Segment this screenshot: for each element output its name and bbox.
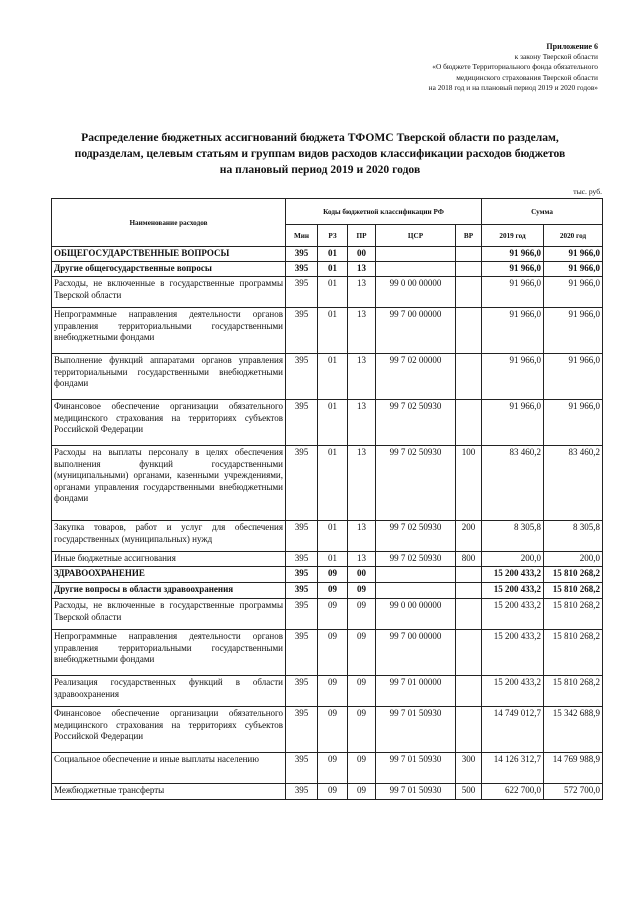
table-cell-name: Непрограммные направления деятельности органов управления территориальными государственными внебюджетными фондами [52,630,286,676]
table-cell-min: 395 [286,446,318,521]
header-codes: Коды бюджетной классификации РФ [286,199,482,225]
table-cell-2019: 14 749 012,7 [482,707,544,753]
table-cell-name: Расходы на выплаты персоналу в целях обеспечения выполнения функций государственными (муниципальными) органами, казенными учреждениями, органами управления государственными внебюджетными фондами [52,446,286,521]
table-cell-name: Иные бюджетные ассигнования [52,552,286,567]
table-cell-vr [456,583,482,599]
table-row [52,262,603,277]
table-cell-vr [456,567,482,583]
table-cell-min: 395 [286,784,318,800]
table-cell-rz: 09 [318,676,348,707]
table-cell-min: 395 [286,676,318,707]
table-cell-vr [456,308,482,354]
document-title [40,130,600,177]
table-cell-2019: 91 966,0 [482,247,544,262]
title-line: Распределение бюджетных ассигнований бюджета ТФОМС Тверской области по разделам, [81,131,559,144]
table-row [52,247,603,262]
table-cell-rz: 09 [318,567,348,583]
table-cell-csr: 99 7 01 50930 [376,707,456,753]
header-min: Мин [286,225,318,247]
table-cell-min: 395 [286,753,318,784]
table-cell-pr: 00 [348,567,376,583]
table-cell-2019: 14 126 312,7 [482,753,544,784]
table-cell-2020: 83 460,2 [544,446,603,521]
table-cell-2020: 91 966,0 [544,400,603,446]
table-cell-name: Другие общегосударственные вопросы [52,262,286,277]
table-cell-rz: 09 [318,753,348,784]
table-cell-csr: 99 7 01 50930 [376,753,456,784]
header-vr: ВР [456,225,482,247]
table-cell-csr: 99 7 02 50930 [376,521,456,552]
table-cell-pr: 09 [348,599,376,630]
table-cell-name: ЗДРАВООХРАНЕНИЕ [52,567,286,583]
header-2020: 2020 год [544,225,603,247]
table-cell-pr: 09 [348,753,376,784]
table-cell-name: Расходы, не включенные в государственные программы Тверской области [52,599,286,630]
table-cell-2019: 15 200 433,2 [482,599,544,630]
table-cell-2020: 91 966,0 [544,247,603,262]
table-cell-csr: 99 0 00 00000 [376,599,456,630]
table-cell-2019: 15 200 433,2 [482,676,544,707]
table-row [52,567,603,583]
table-cell-csr: 99 7 02 50930 [376,552,456,567]
table-cell-2019: 91 966,0 [482,308,544,354]
table-cell-name: Закупка товаров, работ и услуг для обеспечения государственных (муниципальных) нужд [52,521,286,552]
table-cell-2020: 14 769 988,9 [544,753,603,784]
table-cell-pr: 13 [348,400,376,446]
table-cell-min: 395 [286,400,318,446]
header-sum: Сумма [482,199,603,225]
table-cell-2020: 91 966,0 [544,277,603,308]
units-label: тыс. руб. [573,187,602,196]
table-cell-name: Финансовое обеспечение организации обязательного медицинского страхования на территориях субъектов Российской Федерации [52,707,286,753]
table-cell-rz: 01 [318,400,348,446]
table-row [52,707,603,753]
table-row [52,521,603,552]
table-cell-min: 395 [286,277,318,308]
table-cell-rz: 01 [318,247,348,262]
table-cell-vr [456,400,482,446]
table-cell-vr [456,354,482,400]
table-cell-2019: 15 200 433,2 [482,567,544,583]
table-cell-pr: 13 [348,552,376,567]
table-cell-csr: 99 0 00 00000 [376,277,456,308]
table-cell-name: Реализация государственных функций в области здравоохранения [52,676,286,707]
table-cell-2019: 200,0 [482,552,544,567]
table-cell-2020: 15 810 268,2 [544,567,603,583]
table-cell-2020: 8 305,8 [544,521,603,552]
table-cell-pr: 09 [348,707,376,753]
table-cell-name: Межбюджетные трансферты [52,784,286,800]
table-row [52,446,603,521]
table-row [52,583,603,599]
title-line: подразделам, целевым статьям и группам видов расходов классификации расходов бюджетов [74,146,566,160]
table-cell-rz: 01 [318,277,348,308]
appendix-line: «О бюджете Территориального фонда обязательного [432,62,598,72]
table-cell-name: Другие вопросы в области здравоохранения [52,583,286,599]
table-cell-csr [376,247,456,262]
table-cell-name: Расходы, не включенные в государственные программы Тверской области [52,277,286,308]
table-cell-min: 395 [286,262,318,277]
appendix-header [338,42,598,93]
table-row [52,354,603,400]
table-cell-pr: 13 [348,446,376,521]
table-cell-csr: 99 7 00 00000 [376,630,456,676]
table-cell-pr: 13 [348,308,376,354]
table-cell-csr: 99 7 00 00000 [376,308,456,354]
table-row [52,552,603,567]
table-cell-2019: 91 966,0 [482,400,544,446]
table-cell-pr: 00 [348,247,376,262]
table-cell-name: Финансовое обеспечение организации обязательного медицинского страхования на территориях субъектов Российской Федерации [52,400,286,446]
table-cell-2020: 200,0 [544,552,603,567]
table-cell-rz: 01 [318,354,348,400]
table-cell-2019: 91 966,0 [482,277,544,308]
table-cell-min: 395 [286,583,318,599]
table-cell-vr [456,262,482,277]
table-cell-2020: 91 966,0 [544,308,603,354]
header-csr: ЦСР [376,225,456,247]
table-cell-2020: 15 342 688,9 [544,707,603,753]
table-row [52,277,603,308]
header-pr: ПР [348,225,376,247]
table-cell-vr: 300 [456,753,482,784]
table-cell-vr [456,676,482,707]
table-cell-2019: 15 200 433,2 [482,583,544,599]
table-cell-min: 395 [286,707,318,753]
table-cell-2020: 91 966,0 [544,354,603,400]
table-cell-rz: 01 [318,521,348,552]
table-cell-vr [456,599,482,630]
table-cell-2020: 15 810 268,2 [544,583,603,599]
table-cell-rz: 01 [318,308,348,354]
header-rz: РЗ [318,225,348,247]
table-cell-pr: 09 [348,784,376,800]
table-cell-rz: 01 [318,552,348,567]
table-row [52,784,603,800]
table-cell-min: 395 [286,247,318,262]
table-cell-csr: 99 7 01 50930 [376,784,456,800]
table-cell-2019: 8 305,8 [482,521,544,552]
appendix-line: к закону Тверской области [514,52,598,62]
appendix-line: на 2018 год и на плановый период 2019 и 2020 годов» [428,82,598,92]
table-cell-2019: 91 966,0 [482,262,544,277]
table-cell-vr: 200 [456,521,482,552]
table-cell-2020: 572 700,0 [544,784,603,800]
table-cell-2020: 91 966,0 [544,262,603,277]
table-cell-csr [376,567,456,583]
table-cell-rz: 09 [318,599,348,630]
table-cell-min: 395 [286,599,318,630]
table-cell-vr [456,707,482,753]
table-cell-name: Выполнение функций аппаратами органов управления территориальными государственными внебюджетными фондами [52,354,286,400]
table-cell-vr [456,247,482,262]
table-cell-2020: 15 810 268,2 [544,599,603,630]
table-cell-min: 395 [286,567,318,583]
table-cell-vr [456,630,482,676]
table-cell-csr: 99 7 01 00000 [376,676,456,707]
table-cell-vr: 100 [456,446,482,521]
table-cell-pr: 13 [348,521,376,552]
table-row [52,599,603,630]
table-cell-2020: 15 810 268,2 [544,630,603,676]
table-row [52,308,603,354]
table-cell-2019: 15 200 433,2 [482,630,544,676]
table-cell-min: 395 [286,630,318,676]
table-row [52,676,603,707]
appendix-title: Приложение 6 [546,42,598,51]
table-cell-vr: 500 [456,784,482,800]
budget-table [51,198,603,800]
table-cell-2019: 83 460,2 [482,446,544,521]
table-cell-vr: 800 [456,552,482,567]
title-line: на плановый период 2019 и 2020 годов [219,162,421,176]
table-cell-2019: 91 966,0 [482,354,544,400]
table-row [52,753,603,784]
table-cell-2020: 15 810 268,2 [544,676,603,707]
table-row [52,400,603,446]
table-cell-csr: 99 7 02 50930 [376,446,456,521]
table-cell-min: 395 [286,521,318,552]
table-cell-rz: 01 [318,262,348,277]
table-cell-rz: 09 [318,630,348,676]
table-cell-pr: 09 [348,676,376,707]
table-cell-pr: 09 [348,630,376,676]
table-cell-pr: 13 [348,277,376,308]
table-cell-pr: 09 [348,583,376,599]
table-cell-rz: 09 [318,784,348,800]
table-cell-name: Социальное обеспечение и иные выплаты населению [52,753,286,784]
table-cell-rz: 09 [318,583,348,599]
table-cell-min: 395 [286,552,318,567]
table-body [52,247,603,800]
table-cell-rz: 09 [318,707,348,753]
table-cell-min: 395 [286,308,318,354]
table-cell-pr: 13 [348,354,376,400]
table-cell-name: Непрограммные направления деятельности органов управления территориальными государственными внебюджетными фондами [52,308,286,354]
table-cell-min: 395 [286,354,318,400]
table-cell-name: ОБЩЕГОСУДАРСТВЕННЫЕ ВОПРОСЫ [52,247,286,262]
table-cell-csr [376,262,456,277]
table-cell-csr [376,583,456,599]
table-cell-2019: 622 700,0 [482,784,544,800]
appendix-line: медицинского страхования Тверской области [456,72,598,82]
table-cell-csr: 99 7 02 50930 [376,400,456,446]
table-cell-rz: 01 [318,446,348,521]
header-name: Наименование расходов [52,199,286,247]
table-cell-csr: 99 7 02 00000 [376,354,456,400]
header-2019: 2019 год [482,225,544,247]
table-cell-vr [456,277,482,308]
table-cell-pr: 13 [348,262,376,277]
table-row [52,630,603,676]
